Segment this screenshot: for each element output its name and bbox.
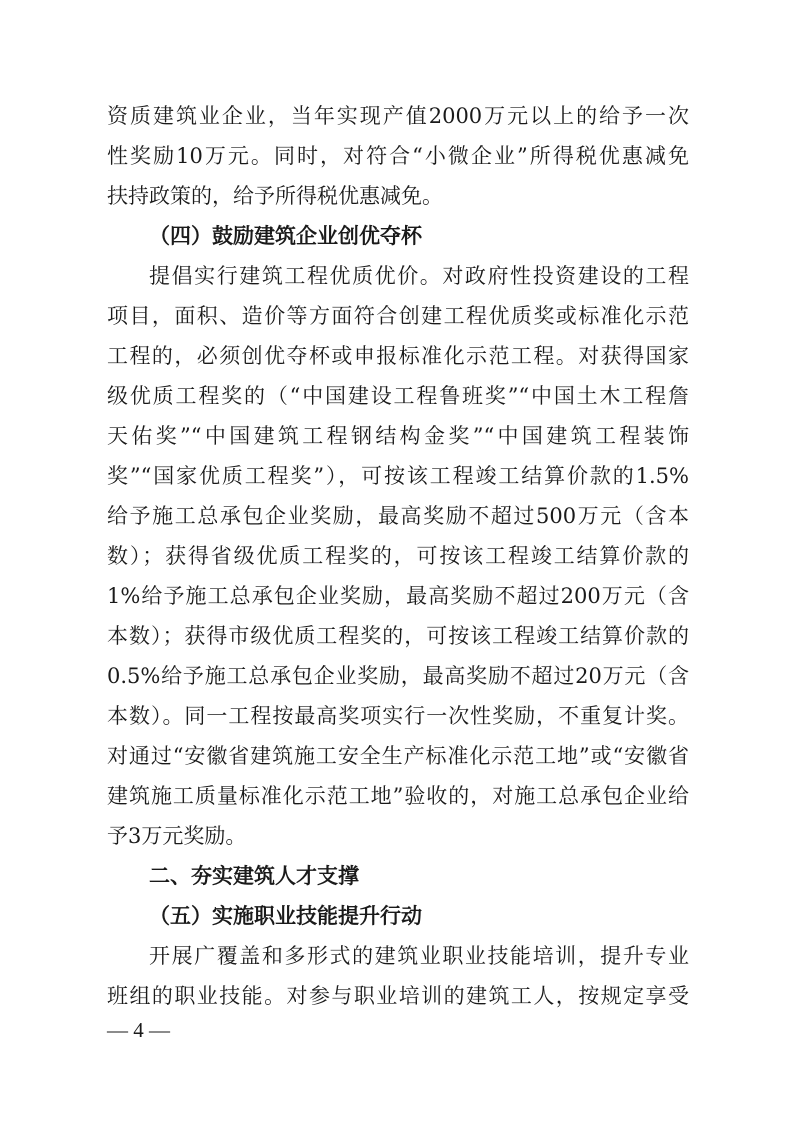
body-line: 工程的，必须创优夺杯或申报标准化示范工程。对获得国家 — [107, 344, 689, 368]
body-line: 奖”“国家优质工程奖”），可按该工程竣工结算价款的1.5% — [107, 464, 689, 488]
body-line: 数）；获得省级优质工程奖的，可按该工程竣工结算价款的 — [107, 544, 689, 568]
body-line: 班组的职业技能。对参与职业培训的建筑工人，按规定享受 — [107, 984, 689, 1008]
section-heading-2: 二、夯实建筑人才支撑 — [149, 864, 359, 888]
page-number: — 4 — — [107, 1018, 170, 1042]
body-line: 项目，面积、造价等方面符合创建工程优质奖或标准化示范 — [107, 304, 689, 328]
section-heading-4: （四）鼓励建筑企业创优夺杯 — [149, 223, 422, 248]
body-line: 0.5%给予施工总承包企业奖励，最高奖励不超过20万元（含 — [107, 664, 689, 688]
section-heading-5: （五）实施职业技能提升行动 — [149, 903, 422, 928]
body-line: 级优质工程奖的（“中国建设工程鲁班奖”“中国土木工程詹 — [107, 384, 689, 408]
body-line: 给予施工总承包企业奖励，最高奖励不超过500万元（含本 — [107, 504, 689, 528]
body-line: 提倡实行建筑工程优质优价。对政府性投资建设的工程 — [149, 264, 689, 288]
body-line: 1%给予施工总承包企业奖励，最高奖励不超过200万元（含 — [107, 584, 689, 608]
body-line: 开展广覆盖和多形式的建筑业职业技能培训，提升专业 — [149, 944, 689, 968]
body-line: 对通过“安徽省建筑施工安全生产标准化示范工地”或“安徽省 — [107, 744, 689, 768]
body-line: 本数）；获得市级优质工程奖的，可按该工程竣工结算价款的 — [107, 624, 689, 648]
body-line: 本数）。同一工程按最高奖项实行一次性奖励，不重复计奖。 — [107, 704, 689, 728]
body-line: 扶持政策的，给予所得税优惠减免。 — [107, 184, 443, 208]
body-line: 性奖励10万元。同时，对符合“小微企业”所得税优惠减免 — [107, 144, 689, 168]
body-line: 资质建筑业企业，当年实现产值2000万元以上的给予一次 — [107, 104, 689, 128]
body-line: 予3万元奖励。 — [107, 824, 247, 848]
body-line: 建筑施工质量标准化示范工地”验收的，对施工总承包企业给 — [107, 784, 689, 808]
body-line: 天佑奖”“中国建筑工程钢结构金奖”“中国建筑工程装饰 — [107, 424, 689, 448]
